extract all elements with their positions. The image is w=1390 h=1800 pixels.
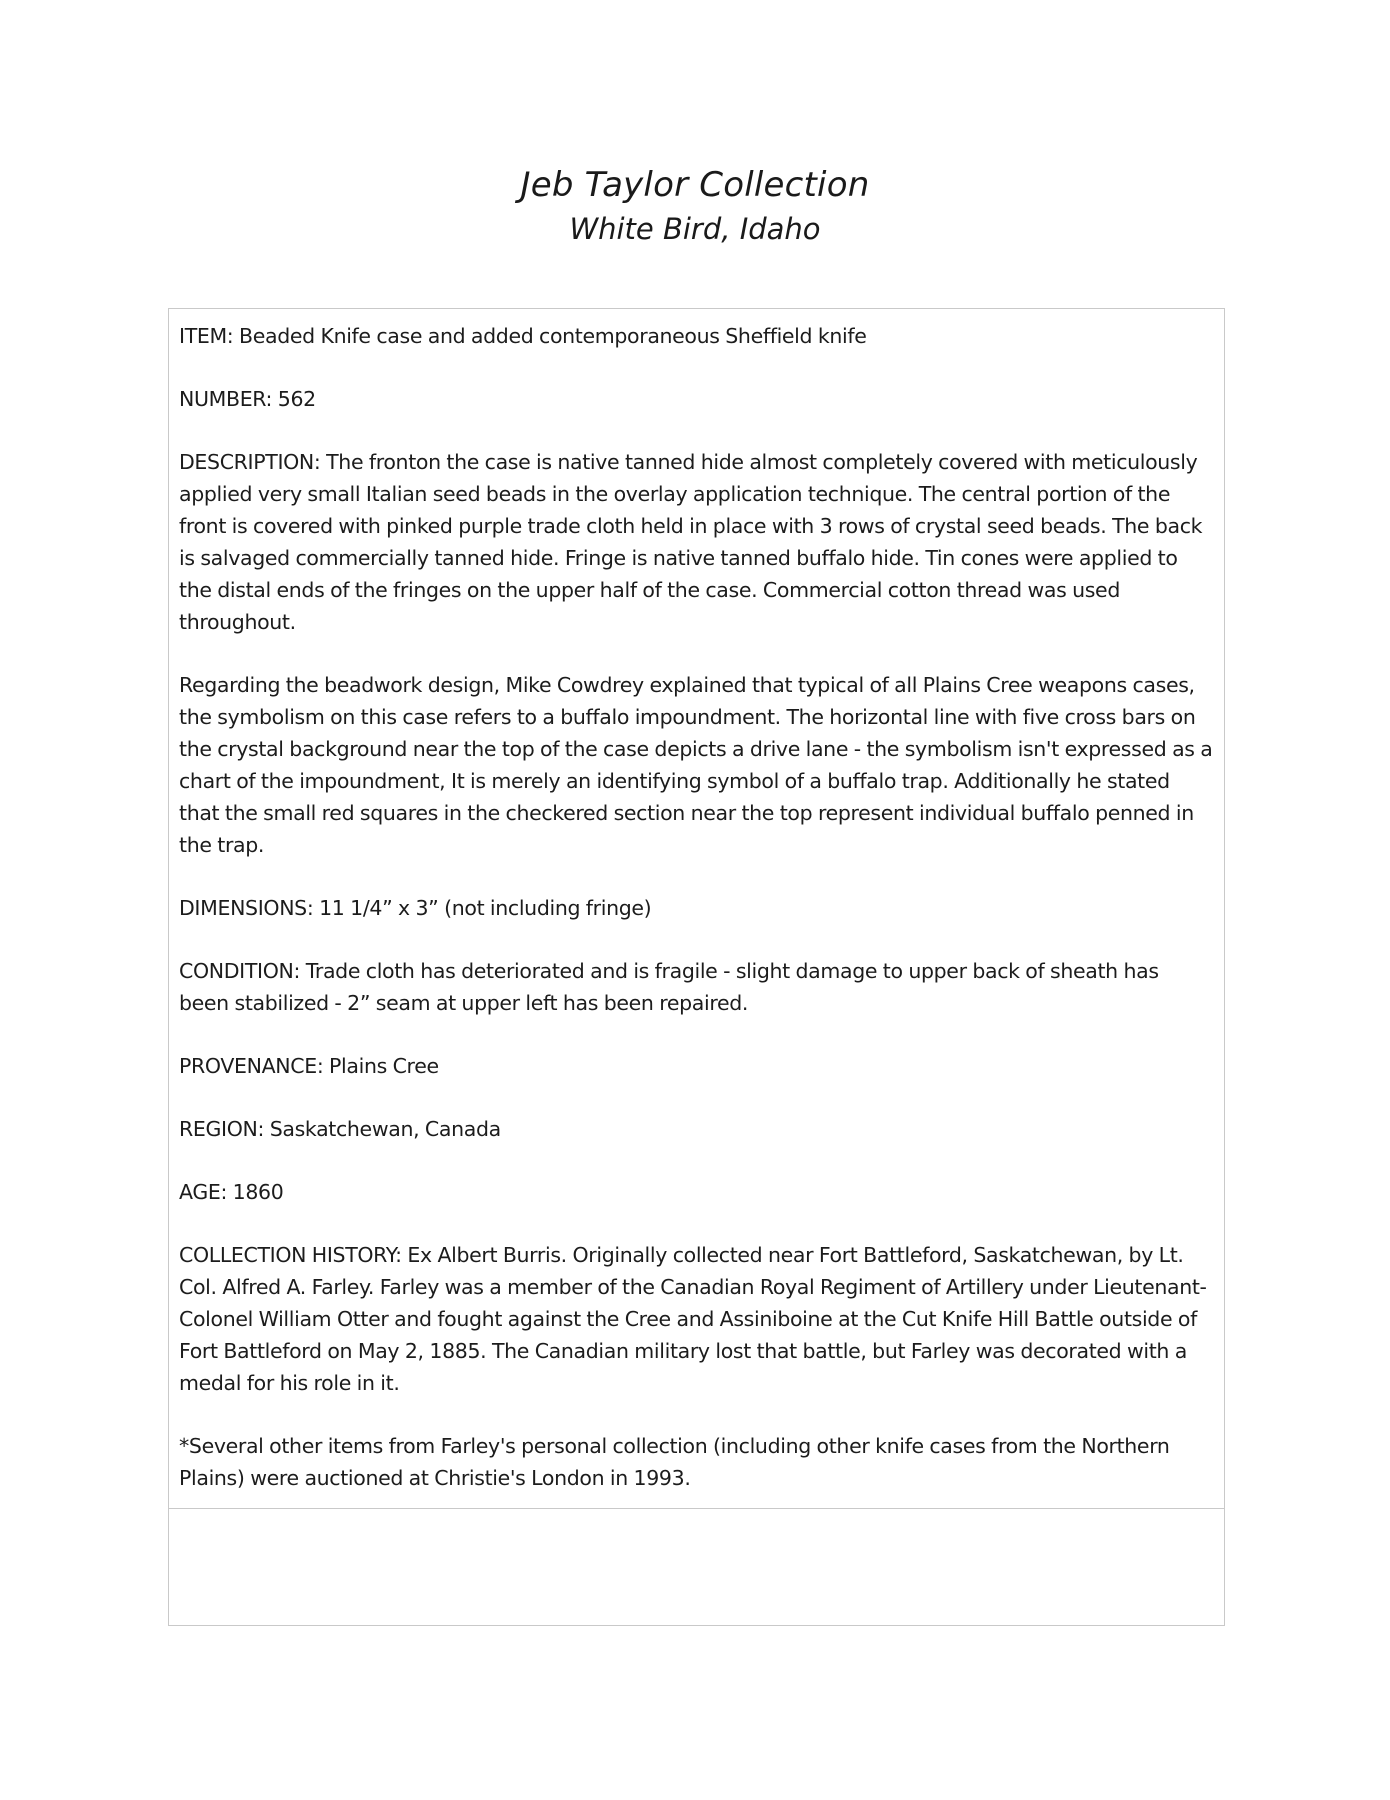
region-field: REGION: Saskatchewan, Canada — [179, 1117, 501, 1141]
record-table — [168, 308, 1225, 1626]
age-field: AGE: 1860 — [179, 1180, 284, 1204]
collection-title: Jeb Taylor Collection — [520, 165, 870, 205]
number-field: NUMBER: 562 — [179, 387, 316, 411]
dimensions-field: DIMENSIONS: 11 1/4” x 3” (not including fringe) — [179, 896, 652, 920]
collection-history-field: COLLECTION HISTORY: Ex Albert Burris. Originally collected near Fort Battleford, Saskatchewan, by Lt. Col. Alfred A. Farley. Farley was a member of the Canadian Royal Regiment of Artillery under Lieutenant-Colonel William Otter and fought against the Cree and Assiniboine at the Cut Knife Hill Battle outside of Fort Battleford on May 2, 1885. The Canadian military lost that battle, but Farley was decorated with a medal for his role in it. — [179, 1243, 1207, 1395]
beadwork-paragraph: Regarding the beadwork design, Mike Cowdrey explained that typical of all Plains Cree weapons cases, the symbolism on this case refers to a buffalo impoundment. The horizontal line with five cross bars on the crystal background near the top of the case depicts a drive lane - the symbolism isn't expressed as a chart of the impoundment, It is merely an identifying symbol of a buffalo trap. Additionally he stated that the small red squares in the checkered section near the top represent individual buffalo penned in the trap. — [179, 673, 1213, 857]
condition-field: CONDITION: Trade cloth has deteriorated and is fragile - slight damage to upper back of sheath has been stabilized - 2” seam at upper left has been repaired. — [179, 959, 1159, 1015]
record-content-cell — [169, 309, 1224, 1509]
page-header — [0, 164, 1390, 248]
item-field: ITEM: Beaded Knife case and added contemporaneous Sheffield knife — [179, 324, 867, 348]
description-field: DESCRIPTION: The fronton the case is native tanned hide almost completely covered with meticulously applied very small Italian seed beads in the overlay application technique. The central portion of the front is covered with pinked purple trade cloth held in place with 3 rows of crystal seed beads. The back is salvaged commercially tanned hide. Fringe is native tanned buffalo hide. Tin cones were applied to the distal ends of the fringes on the upper half of the case. Commercial cotton thread was used throughout. — [179, 450, 1203, 634]
collection-location: White Bird, Idaho — [569, 212, 821, 246]
footnote: *Several other items from Farley's personal collection (including other knife cases from the Northern Plains) were auctioned at Christie's London in 1993. — [179, 1434, 1170, 1490]
provenance-field: PROVENANCE: Plains Cree — [179, 1054, 439, 1078]
empty-image-cell — [169, 1509, 1224, 1625]
